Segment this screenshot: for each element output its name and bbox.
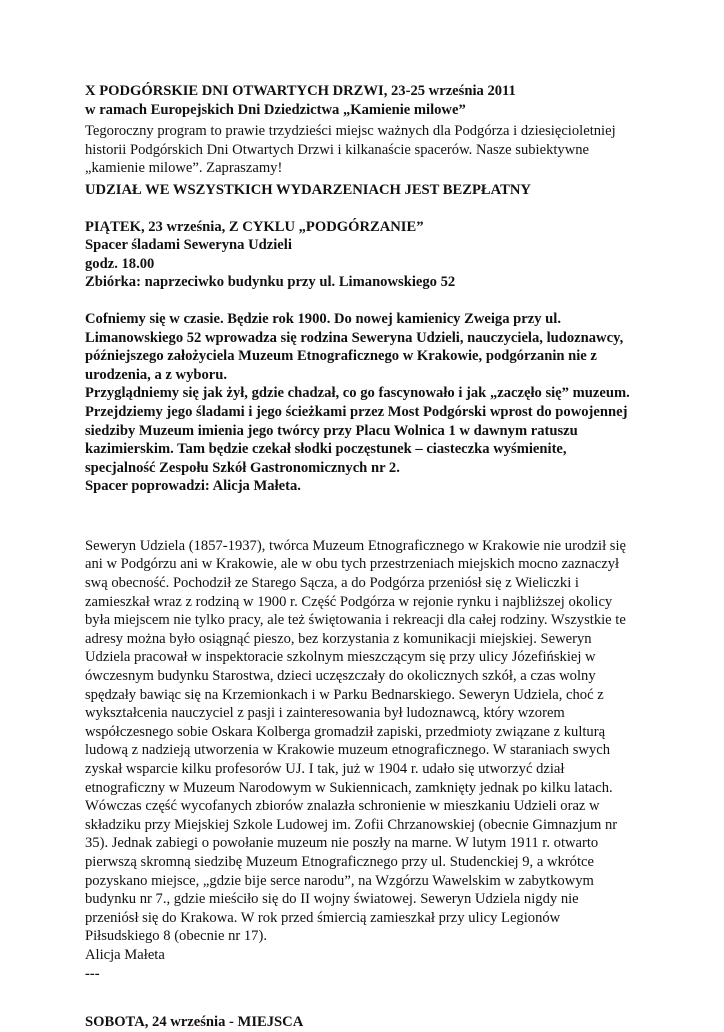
description-line: siedziby Muzeum imienia jego twórcy przy Placu Wolnica 1 w dawnym ratuszu: [85, 422, 578, 439]
biography-line: zamieszkał wraz z rodziną w 1900 r. Część Podgórza w rejonie rynku i najbliższej okolicy: [85, 593, 613, 610]
intro-line: historii Podgórskich Dni Otwartych Drzwi i kilkanaście spacerów. Nasze subiektywne: [85, 141, 590, 158]
biography-line: zyskał wsparcie kilku profesorów UJ. I tak, już w 1904 r. udało się utworzyć dział: [85, 761, 565, 777]
biography-line: Piłsudskiego 8 (obecnie nr 17).: [85, 928, 267, 945]
biography-line: przeniósł się do Krakowa. W rok przed śmiercią zamieszkał przy ulicy Legionów: [85, 909, 561, 926]
description-line: Przyglądniemy się jak żył, gdzie chadzał, co go fascynowało i jak „zaczęło się” muzeum.: [85, 385, 630, 402]
intro-line: „kamienie milowe”. Zapraszamy!: [85, 160, 283, 177]
meeting-point: Zbiórka: naprzeciwko budynku przy ul. Limanowskiego 52: [85, 274, 456, 291]
biography-line: budynku nr 7., gdzie mieściło się do II wojny światowej. Seweryn Udziela nigdy nie: [85, 891, 579, 908]
description-line: specjalność Zespołu Szkół Gastronomicznych nr 2.: [85, 459, 400, 476]
biography-author: Alicja Małeta: [85, 946, 165, 963]
biography-line: Seweryn Udziela (1857-1937), twórca Muzeum Etnograficznego w Krakowie nie urodził się: [85, 537, 627, 554]
biography-line: 35). Jednak zabiegi o powołanie muzeum nie poszły na marne. W lutym 1911 r. otwarto: [85, 835, 599, 852]
friday-heading: [85, 218, 645, 292]
document-page: [85, 82, 645, 1032]
free-participation-notice: UDZIAŁ WE WSZYSTKICH WYDARZENIACH JEST BEZPŁATNY: [85, 181, 531, 198]
biography-line: ani w Podgórzu ani w Krakowie, ale w obu tych przestrzeniach miejskich mocno zaznaczył: [85, 556, 620, 573]
description-line: urodzenia, a z wyboru.: [85, 366, 228, 383]
saturday-heading: SOBOTA, 24 września - MIEJSCA: [85, 1014, 304, 1031]
intro-paragraph: [85, 122, 645, 178]
friday-title: PIĄTEK, 23 września, Z CYKLU „PODGÓRZANIE”: [85, 218, 424, 235]
biography-line: składziku przy Miejskiej Szkole Ludowej im. Zofii Chrzanowskiej (obecnie Gimnazjum nr: [85, 816, 618, 833]
description-line: Cofniemy się w czasie. Będzie rok 1900. Do nowej kamienicy Zweiga przy ul.: [85, 310, 561, 327]
biography-line: spędzały bawiąc się na Krzemionkach i w Parku Bednarskiego. Seweryn Udziela, choć z: [85, 686, 604, 703]
biography-line: Wówczas część wycofanych zbiorów znalazła schronienie w mieszkaniu Udzieli oraz w: [85, 798, 600, 815]
description-line: późniejszego założyciela Muzeum Etnograficznego w Krakowie, podgórzanin nie z: [85, 348, 597, 365]
biography-line: adresy można było osiągnąć pieszo, bez korzystania z komunikacji miejskiej. Seweryn: [85, 630, 592, 647]
event-title: X PODGÓRSKIE DNI OTWARTYCH DRZWI, 23-25 września 2011: [85, 83, 516, 99]
description-line: kazimierskim. Tam będzie czekał słodki poczęstunek – ciasteczka wyśmienite,: [85, 441, 567, 458]
biography-line: etnograficzny w Muzeum Narodowym w Sukiennicach, zamknięty jednak po kilku latach.: [85, 779, 613, 796]
event-subtitle: w ramach Europejskich Dni Dziedzictwa „Kamienie milowe”: [85, 101, 466, 118]
document-header: [85, 82, 645, 119]
description-line: Przejdziemy jego śladami i jego ścieżkami przez Most Podgórski wprost do powojennej: [85, 403, 628, 420]
biography-line: pierwszą skromną siedzibę Muzeum Etnograficznego przy ul. Studenckiej 9, a wkrótce: [85, 853, 594, 870]
friday-description: [85, 310, 645, 496]
description-line: Limanowskiego 52 wprowadza się rodzina Seweryna Udzieli, nauczyciela, ludoznawcy,: [85, 329, 624, 346]
walk-title: Spacer śladami Seweryna Udzieli: [85, 237, 292, 254]
biography-line: była miejscem nie tylko pracy, ale też świętowania i rekreacji dla całej rodziny. Wszystkie te: [85, 612, 626, 629]
section-separator: ---: [85, 965, 100, 982]
biography-line: ówczesnym budynku Starostwa, dzieci uczęszczały do okolicznych szkół, a czas wolny: [85, 668, 596, 685]
walk-time: godz. 18.00: [85, 255, 155, 272]
biography-line: ludową z nadzieją utworzenia w Krakowie muzeum etnograficznego. W staraniach swych: [85, 742, 611, 759]
biography-line: pozyskano miejsce, „gdzie bije serce narodu”, na Wzgórzu Wawelskim w zabytkowym: [85, 872, 594, 889]
biography-line: wykształcenia nauczyciel z pasji i zainteresowania był ludoznawcą, który wzorem: [85, 705, 565, 722]
walk-guide: Spacer poprowadzi: Alicja Małeta.: [85, 478, 301, 495]
biography-line: Udziela pracował w inspektoracie szkolnym mieszczącym się przy ulicy Józefińskiej w: [85, 649, 596, 666]
biography-line: swą obecność. Pochodził ze Starego Sącza, a do Podgórza przeniósł się z Wieliczki i: [85, 575, 579, 592]
biography-paragraph: [85, 537, 645, 983]
intro-line: Tegoroczny program to prawie trzydzieści miejsc ważnych dla Podgórza i dziesięcioletniej: [85, 123, 616, 140]
biography-line: współczesnego sobie Oskara Kolberga gromadził zapiski, przedmioty związane z kulturą: [85, 723, 606, 740]
